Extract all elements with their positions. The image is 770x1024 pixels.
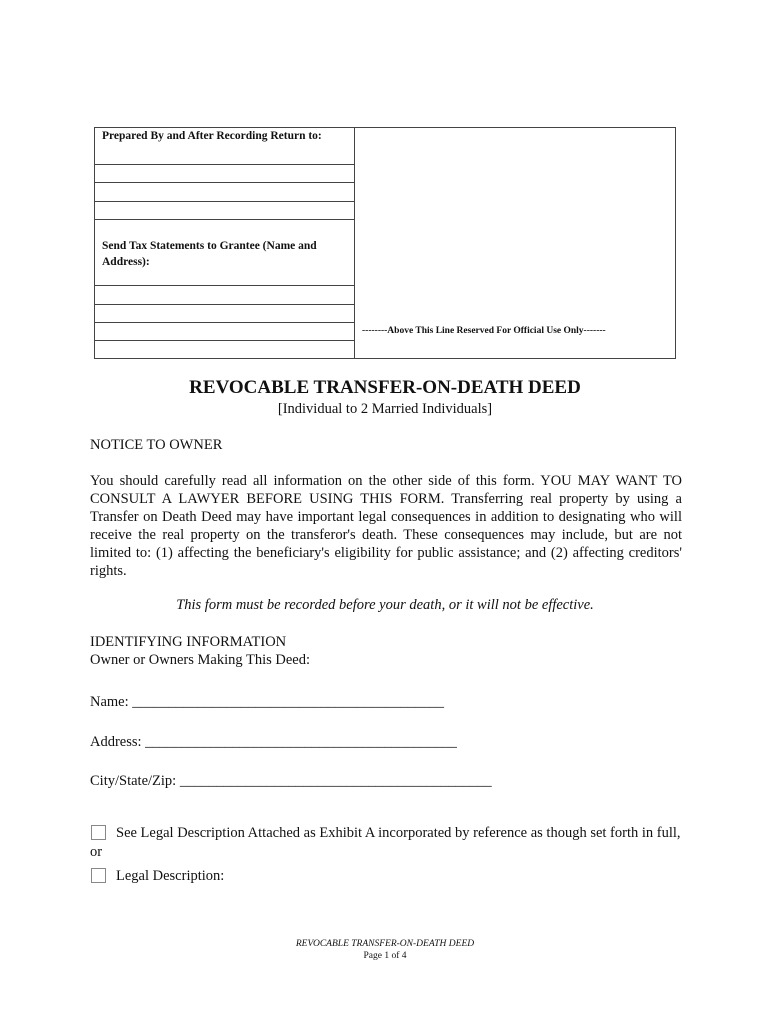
legal-description-checkbox[interactable]: [91, 868, 106, 883]
document-title: REVOCABLE TRANSFER-ON-DEATH DEED: [189, 377, 581, 398]
return-info-column: [95, 128, 355, 358]
exhibit-a-option-label: See Legal Description Attached as Exhibit A incorporated by reference as though set forth in full, or: [90, 825, 681, 860]
footer-page-number: Page 1 of 4: [363, 951, 407, 961]
document-subtitle: [Individual to 2 Married Individuals]: [277, 401, 493, 417]
identifying-heading: IDENTIFYING INFORMATION: [90, 634, 287, 650]
recording-info-box: [94, 127, 676, 359]
official-use-notice: --------Above This Line Reserved For Official Use Only-------: [362, 326, 606, 336]
footer-document-name: REVOCABLE TRANSFER-ON-DEATH DEED: [295, 939, 475, 949]
owner-address-field[interactable]: Address: ___________________________________________: [90, 734, 457, 750]
return-address-line-1: [95, 164, 354, 165]
owners-label: Owner or Owners Making This Deed:: [90, 652, 311, 668]
tax-address-line-4: [95, 340, 354, 341]
tax-address-line-3: [95, 322, 354, 323]
owner-name-field[interactable]: Name: ___________________________________________: [90, 694, 445, 710]
prepared-by-label: Prepared By and After Recording Return to:: [102, 130, 322, 142]
notice-body: You should carefully read all information on the other side of this form. YOU MAY WANT TO CONSULT A LAWYER BEFORE USING THIS FORM. Transferring real property by using a Transfer on Death Deed may have important legal consequences in addition to designating who will receive the real property on the transferor's death. These consequences may include, but are not limited to: (1) affecting the beneficiary's eligibility for public assistance; and (2) affecting creditors' rights.: [90, 473, 682, 579]
return-address-line-4: [95, 219, 354, 220]
notice-heading: NOTICE TO OWNER: [90, 437, 223, 453]
page-footer: [0, 938, 770, 962]
return-address-line-3: [95, 201, 354, 202]
tax-address-line-2: [95, 304, 354, 305]
recording-warning: This form must be recorded before your death, or it will not be effective.: [176, 597, 594, 613]
tax-statement-label: Send Tax Statements to Grantee (Name and Address):: [102, 240, 317, 268]
tax-address-line-1: [95, 285, 354, 286]
legal-description-label: Legal Description:: [116, 868, 225, 884]
owner-city-state-zip-field[interactable]: City/State/Zip: ___________________________________________: [90, 773, 492, 789]
return-address-line-2: [95, 182, 354, 183]
